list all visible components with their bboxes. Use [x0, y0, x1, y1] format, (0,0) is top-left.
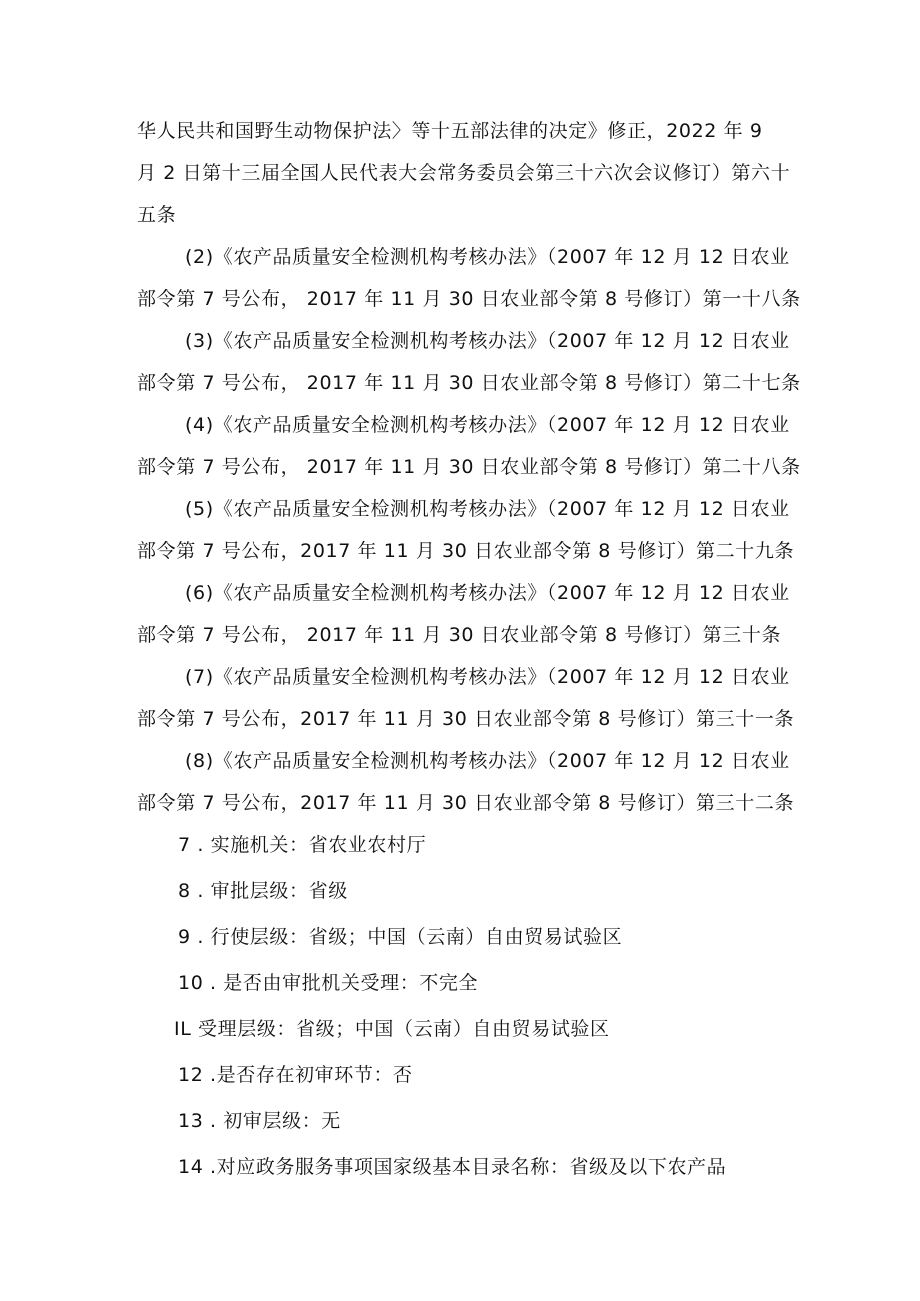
citation-3-line-1: (3)《农产品质量安全检测机构考核办法》（2007 年 12 月 12 日农业 — [185, 330, 790, 352]
citation-5-line-1: (5)《农产品质量安全检测机构考核办法》（2007 年 12 月 12 日农业 — [185, 498, 790, 520]
item-14-national-catalog-name: 14 .对应政务服务事项国家级基本目录名称：省级及以下农产品 — [178, 1156, 727, 1178]
citation-3-line-2: 部令第 7 号公布， 2017 年 11 月 30 日农业部令第 8 号修订）第二十七条 — [137, 372, 801, 394]
citation-6-line-1: (6)《农产品质量安全检测机构考核办法》（2007 年 12 月 12 日农业 — [185, 582, 790, 604]
continuation-line-1: 华人民共和国野生动物保护法〉等十五部法律的决定》修正，2022 年 9 — [137, 120, 763, 142]
citation-6-line-2: 部令第 7 号公布， 2017 年 11 月 30 日农业部令第 8 号修订）第三十条 — [137, 624, 782, 646]
continuation-line-3: 五条 — [137, 204, 177, 226]
citation-7-line-1: (7)《农产品质量安全检测机构考核办法》（2007 年 12 月 12 日农业 — [185, 666, 790, 688]
citation-4-line-2: 部令第 7 号公布， 2017 年 11 月 30 日农业部令第 8 号修订）第二十八条 — [137, 456, 801, 478]
continuation-line-2: 月 2 日第十三届全国人民代表大会常务委员会第三十六次会议修订）第六十 — [137, 162, 791, 184]
citation-4-line-1: (4)《农产品质量安全检测机构考核办法》（2007 年 12 月 12 日农业 — [185, 414, 790, 436]
item-8-approval-level: 8 . 审批层级：省级 — [178, 880, 348, 902]
citation-2-line-2: 部令第 7 号公布， 2017 年 11 月 30 日农业部令第 8 号修订）第一十八条 — [137, 288, 801, 310]
citation-2-line-1: (2)《农产品质量安全检测机构考核办法》（2007 年 12 月 12 日农业 — [185, 246, 790, 268]
item-12-preliminary-review: 12 .是否存在初审环节：否 — [178, 1064, 413, 1086]
citation-7-line-2: 部令第 7 号公布，2017 年 11 月 30 日农业部令第 8 号修订）第三十一条 — [137, 708, 795, 730]
citation-8-line-2: 部令第 7 号公布，2017 年 11 月 30 日农业部令第 8 号修订）第三十二条 — [137, 792, 795, 814]
citation-8-line-1: (8)《农产品质量安全检测机构考核办法》（2007 年 12 月 12 日农业 — [185, 750, 790, 772]
item-13-preliminary-review-level: 13 . 初审层级：无 — [178, 1110, 341, 1132]
item-10-accepted-by-approval-authority: 10 . 是否由审批机关受理：不完全 — [178, 972, 479, 994]
item-9-exercise-level: 9 . 行使层级：省级；中国（云南）自由贸易试验区 — [178, 926, 623, 948]
item-7-implementing-authority: 7 . 实施机关：省农业农村厅 — [178, 834, 427, 856]
citation-5-line-2: 部令第 7 号公布，2017 年 11 月 30 日农业部令第 8 号修订）第二十九条 — [137, 540, 795, 562]
item-11-acceptance-level: IL 受理层级：省级；中国（云南）自由贸易试验区 — [174, 1018, 610, 1040]
